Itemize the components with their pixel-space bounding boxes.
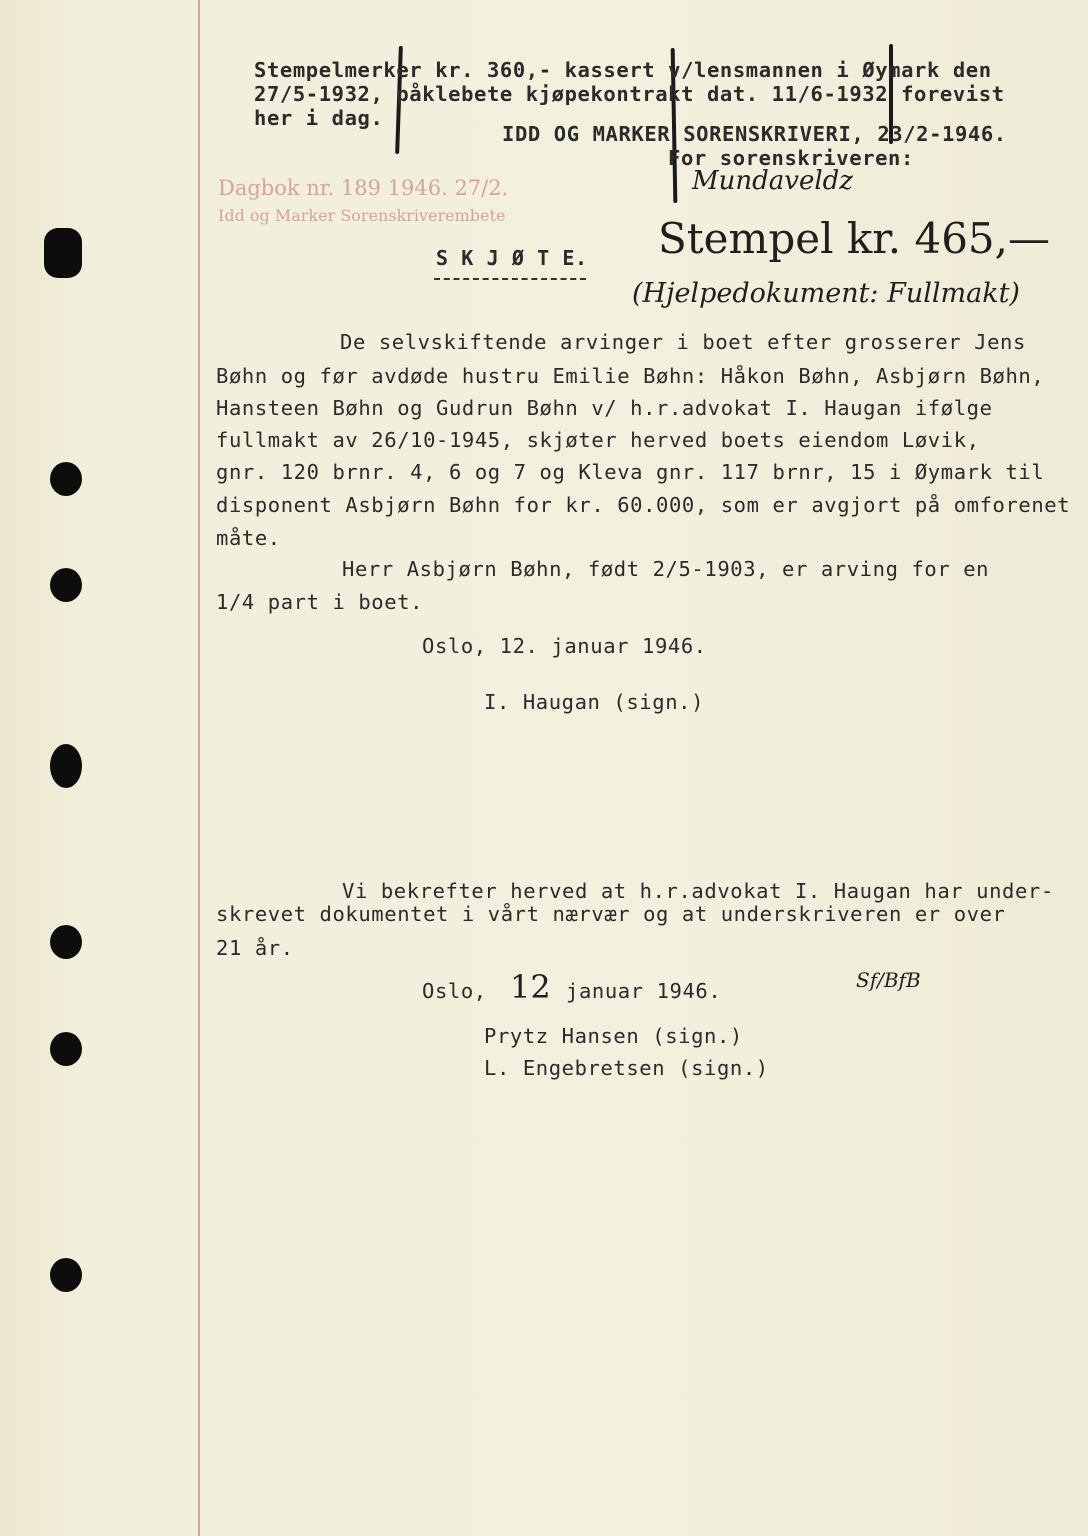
witness-signature-1: Prytz Hansen (sign.) [484, 1024, 743, 1048]
binder-hole [50, 925, 82, 959]
body-line: Bøhn og før avdøde hustru Emilie Bøhn: Håkon Bøhn, Asbjørn Bøhn, [216, 364, 1045, 388]
office-line: IDD OG MARKER SORENSKRIVERI, 23/2-1946. [502, 122, 1007, 146]
body-line: disponent Asbjørn Bøhn for kr. 60.000, som er avgjort på omforenet [216, 493, 1071, 517]
body-line: gnr. 120 brnr. 4, 6 og 7 og Kleva gnr. 117 brnr, 15 i Øymark til [216, 460, 1045, 484]
place-2: Oslo, [422, 979, 487, 1003]
margin-line [198, 0, 200, 1536]
document-title: S K J Ø T E. [436, 246, 588, 270]
binder-hole [50, 462, 82, 496]
header-line-1: Stempelmerker kr. 360,- kassert v/lensmannen i Øymark den [254, 58, 992, 82]
body-line: Hansteen Bøhn og Gudrun Bøhn v/ h.r.advokat I. Haugan ifølge [216, 396, 993, 420]
stamp-dagbok: Dagbok nr. 189 1946. 27/2. [218, 176, 509, 200]
hjelpedokument-note: (Hjelpedokument: Fullmakt) [632, 278, 1020, 309]
place-date-1: Oslo, 12. januar 1946. [422, 634, 707, 658]
initials: Sf/BfB [856, 968, 921, 992]
title-underline [434, 278, 586, 280]
date-rest-2: januar 1946. [566, 979, 722, 1003]
body-line: De selvskiftende arvinger i boet efter grosserer Jens [340, 330, 1026, 354]
witness-line: 21 år. [216, 936, 294, 960]
stempel-note: Stempel kr. 465,— [658, 214, 1050, 263]
binder-hole [44, 228, 82, 278]
registrar-signature: Mundaveldz [692, 166, 853, 196]
witness-line: skrevet dokumentet i vårt nærvær og at underskriveren er over [216, 902, 1006, 926]
body-line: 1/4 part i boet. [216, 590, 424, 614]
witness-signature-2: L. Engebretsen (sign.) [484, 1056, 769, 1080]
witness-line: Vi bekrefter herved at h.r.advokat I. Haugan har under- [342, 879, 1054, 903]
for-line: For sorenskriveren: [668, 146, 914, 170]
header-line-3: her i dag. [254, 106, 384, 130]
body-line: fullmakt av 26/10-1945, skjøter herved boets eiendom Løvik, [216, 428, 980, 452]
handwritten-day: 12 [510, 968, 551, 1006]
body-line: Herr Asbjørn Bøhn, født 2/5-1903, er arving for en [342, 557, 990, 581]
binder-hole [50, 744, 82, 788]
binder-hole [50, 1032, 82, 1066]
stamp-office: Idd og Marker Sorenskriverembete [218, 206, 506, 225]
header-line-2: 27/5-1932, påklebete kjøpekontrakt dat. 11/6-1932 forevist [254, 82, 1005, 106]
body-line: måte. [216, 526, 281, 550]
binder-hole [50, 1258, 82, 1292]
signature-line-1: I. Haugan (sign.) [484, 690, 705, 714]
binder-hole [50, 568, 82, 602]
